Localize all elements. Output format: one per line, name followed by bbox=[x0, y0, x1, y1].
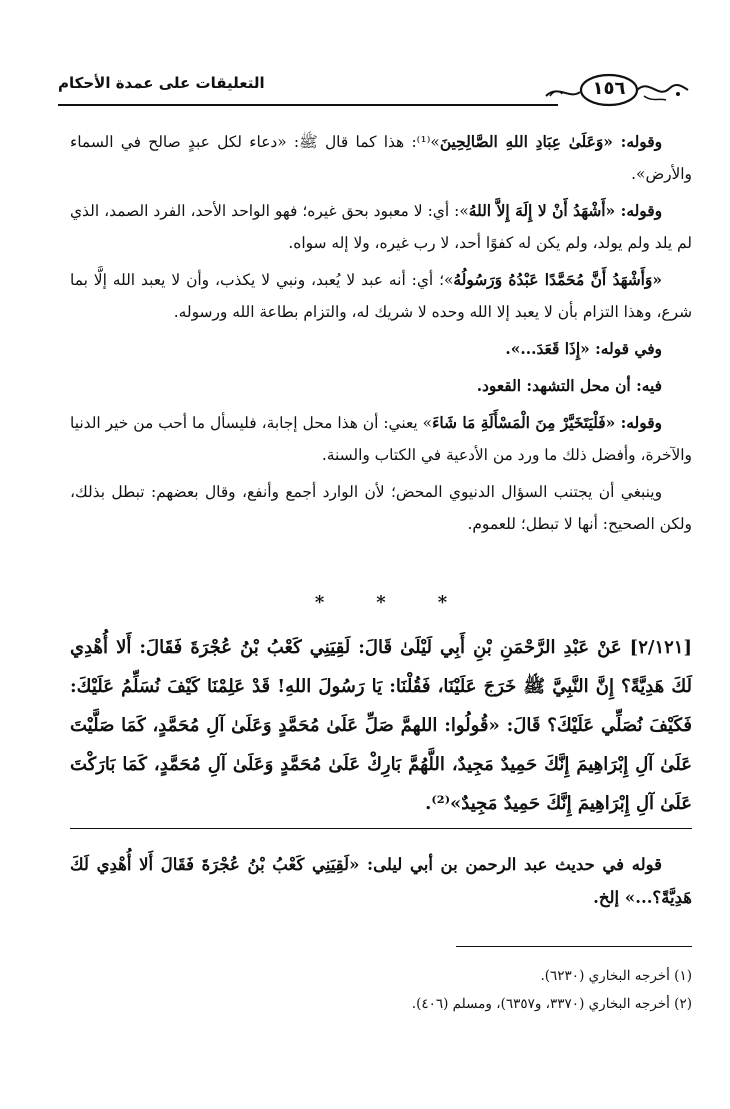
para-lead: وقوله: « bbox=[603, 133, 663, 151]
paragraph-7 bbox=[70, 476, 692, 540]
running-title: التعليقات على عمدة الأحكام bbox=[58, 74, 265, 92]
commentary-quote: لَقِيَنِي كَعْبُ بْنُ عُجْرَةَ فَقَالَ أَلا أُهْدِي لَكَ هَدِيَّةً؟... bbox=[70, 855, 692, 907]
para-lead: فيه: أن محل التشهد: القعود. bbox=[476, 377, 662, 395]
hadith-body: عَنْ عَبْدِ الرَّحْمَنِ بْنِ أَبِي لَيْلَىٰ قَالَ: لَقِيَنِي كَعْبُ بْنُ عُجْرَةَ فَقَالَ: أَلا أُهْدِي لَكَ هَدِيَّةً؟ إِنَّ النَّبِيَّ ﷺ خَرَجَ عَلَيْنَا، فَقُلْنَا: يَا رَسُولَ اللهِ! قَدْ عَلِمْنَا كَيْفَ نُسَلِّمُ عَلَيْكَ: فَكَيْفَ نُصَلِّي عَلَيْكَ؟ قَالَ: «قُولُوا: اللهمَّ صَلِّ عَلَىٰ مُحَمَّدٍ وَعَلَىٰ آلِ مُحَمَّدٍ، كَمَا صَلَّيْتَ عَلَىٰ آلِ إِبْرَاهِيمَ إِنَّكَ حَمِيدٌ مَجِيدٌ، اللَّهُمَّ بَارِكْ عَلَىٰ مُحَمَّدٍ وَعَلَىٰ آلِ مُحَمَّدٍ، كَمَا بَارَكْتَ عَلَىٰ آلِ إِبْرَاهِيمَ إِنَّكَ حَمِيدٌ مَجِيدٌ»⁽²⁾. bbox=[70, 637, 692, 814]
body-text bbox=[70, 126, 692, 545]
para-rest: » يعني: أن هذا محل إجابة، فليسأل ما أحب من خير الدنيا والآخرة، وأفضل ذلك ما ورد من الأدعية في الكتاب والسنة. bbox=[70, 414, 692, 464]
para-lead: وفي قوله: « bbox=[580, 340, 662, 358]
paragraph-3 bbox=[70, 264, 692, 328]
footnote-2: (٢) أخرجه البخاري (٣٣٧٠، و٦٣٥٧)، ومسلم (٤٠٦). bbox=[411, 996, 692, 1012]
page-number: ١٥٦ bbox=[592, 78, 626, 99]
para-lead: وقوله: « bbox=[605, 414, 662, 432]
para-quote: وَأَشْهَدُ أَنَّ مُحَمَّدًا عَبْدُهُ وَرَسُولُهُ bbox=[453, 271, 653, 289]
paragraph-6 bbox=[70, 407, 692, 471]
page-number-ornament bbox=[540, 70, 692, 108]
footnotes bbox=[70, 962, 692, 1018]
separator-star: * bbox=[314, 592, 325, 613]
para-rest: »: أي: لا معبود بحق غيره؛ فهو الواحد الأحد، الفرد الصمد، الذي لم يلد ولم يولد، ولم يكن له كفوًا أحد، لا رب غيره، ولا إله سواه. bbox=[70, 202, 692, 252]
header-rule bbox=[58, 104, 558, 106]
para-quote: فَلْيَتَخَيَّرْ مِنَ الْمَسْأَلَةِ مَا شَاءَ bbox=[432, 414, 606, 432]
paragraph-5 bbox=[70, 370, 692, 402]
commentary-lead: قوله في حديث عبد الرحمن بن أبي ليلى: « bbox=[349, 855, 663, 874]
para-quote: أَشْهَدُ أَنْ لا إِلَهَ إِلاَّ اللهُ bbox=[468, 202, 606, 220]
para-quote: إِذَا قَعَدَ... bbox=[520, 340, 581, 358]
para-rest: »⁽¹⁾: هذا كما قال ﷺ: «دعاء لكل عبدٍ صالح في السماء والأرض». bbox=[70, 133, 692, 183]
commentary-rest: » إلخ. bbox=[593, 888, 636, 907]
para-lead: « bbox=[652, 271, 662, 289]
footnote-rule bbox=[456, 946, 692, 947]
page-header bbox=[58, 66, 692, 112]
separator-star: * bbox=[437, 592, 448, 613]
hadith-text bbox=[70, 628, 692, 823]
commentary-paragraph bbox=[70, 848, 692, 914]
para-rest: ». bbox=[505, 340, 521, 358]
paragraph-2 bbox=[70, 195, 692, 259]
section-divider bbox=[70, 828, 692, 829]
paragraph-1 bbox=[70, 126, 692, 190]
separator-star: * bbox=[376, 592, 386, 613]
para-rest: وينبغي أن يجتنب السؤال الدنيوي المحض؛ لأن الوارد أجمع وأنفع، وقال بعضهم: تبطل بذلك، ولكن الصحيح: أنها لا تبطل؛ للعموم. bbox=[70, 483, 692, 533]
section-separator bbox=[70, 592, 692, 613]
para-lead: وقوله: « bbox=[605, 202, 663, 220]
footnote-1: (١) أخرجه البخاري (٦٢٣٠). bbox=[540, 968, 692, 984]
hadith-number: [٢/١٢١] bbox=[629, 637, 692, 658]
para-rest: »؛ أي: أنه عبد لا يُعبد، ونبي لا يكذب، وأن لا يعبد الله إلَّا بما شرع، وهذا التزام بأن لا يعبد إلا الله وحده لا شريك له، والتزام بطاعة الله ورسوله. bbox=[70, 271, 692, 321]
paragraph-4 bbox=[70, 333, 692, 365]
para-quote: وَعَلَىٰ عِبَادِ اللهِ الصَّالِحِينَ bbox=[439, 133, 604, 151]
